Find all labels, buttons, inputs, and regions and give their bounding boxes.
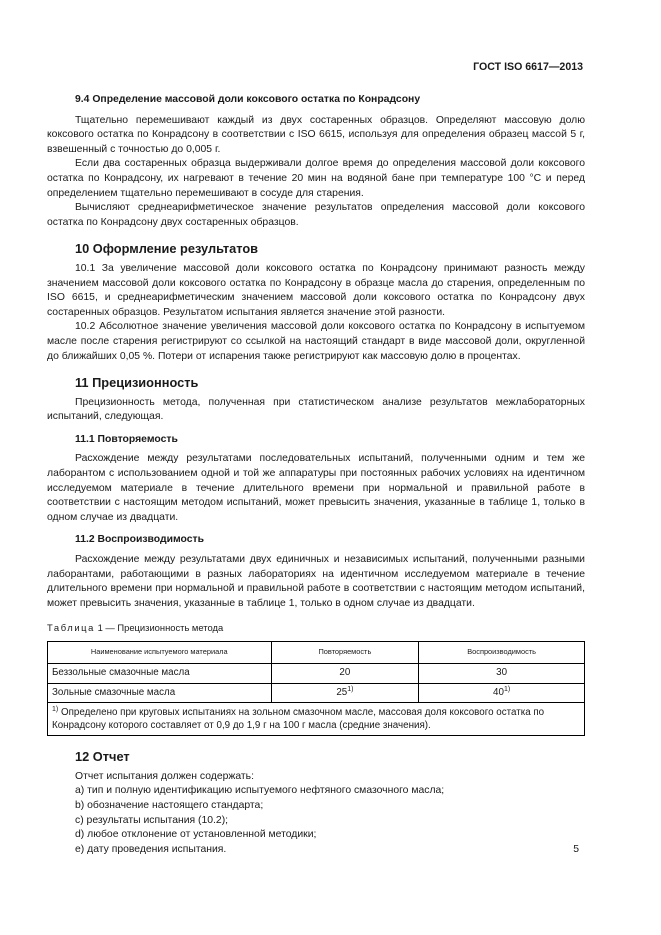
table-row bbox=[48, 664, 585, 684]
section-11-2-title: 11.2 Воспроизводимость bbox=[75, 534, 205, 546]
section-10-2-paragraph: 10.2 Абсолютное значение увеличения массовой доли коксового остатка по Конрадсону в испытуемом масле после старения регистрируют со ссылкой на настоящий стандарт в виде массовой доли, округленной до ближайших 0,05 %. Потери от испарения также регистрируют как массовую долю в процентах. bbox=[47, 321, 585, 362]
table-header-row bbox=[48, 642, 585, 664]
section-11-intro: Прецизионность метода, полученная при статистическом анализе результатов межлабораторных испытаний, следующая. bbox=[47, 396, 585, 423]
footnote-ref: 1) bbox=[503, 685, 511, 693]
section-10-title: 10 Оформление результатов bbox=[75, 241, 259, 257]
table-caption-text: 1 — Прецизионность метода bbox=[94, 622, 224, 634]
report-intro: Отчет испытания должен содержать: bbox=[75, 770, 254, 782]
list-item: b) обозначение настоящего стандарта; bbox=[75, 799, 264, 811]
section-12-title: 12 Отчет bbox=[75, 749, 130, 765]
section-9-4-paragraph-2: Если два состаренных образца выдерживали долгое время до определения массовой доли коксового остатка по Конрадсону, их нагревают в течение 20 мин на водяной бане при температуре 100 °С и перед определением тщательно перемешивают в сосуде для старения. bbox=[47, 158, 585, 199]
cell-reproducibility bbox=[419, 683, 585, 703]
value: 20 bbox=[339, 667, 351, 678]
footnote-mark: 1) bbox=[52, 706, 59, 714]
cell-material: Зольные смазочные масла bbox=[48, 683, 272, 703]
page-content bbox=[47, 89, 585, 857]
cell-material: Беззольные смазочные масла bbox=[48, 664, 272, 684]
precision-table bbox=[47, 641, 585, 736]
value: 25 bbox=[336, 686, 348, 698]
standard-header: ГОСТ ISO 6617—2013 bbox=[473, 61, 583, 73]
table-1-caption bbox=[47, 621, 585, 636]
table-footnote-row bbox=[48, 703, 585, 736]
list-item: е) дату проведения испытания. bbox=[75, 843, 227, 855]
header-repeatability: Повторяемость bbox=[271, 642, 419, 664]
section-9-4-paragraph-1: Тщательно перемешивают каждый из двух состаренных образцов. Определяют массовую долю коксового остатка по Конрадсону в соответствии с ISO 6615, используя для определения образец массой 5 г, взвешенный с точностью до 0,005 г. bbox=[47, 114, 585, 155]
cell-repeatability bbox=[271, 664, 419, 684]
table-row bbox=[48, 683, 585, 703]
list-item: c) результаты испытания (10.2); bbox=[75, 814, 229, 826]
list-item: а) тип и полную идентификацию испытуемого нефтяного смазочного масла; bbox=[75, 785, 445, 797]
report-contents-list bbox=[47, 770, 585, 858]
section-11-2-paragraph: Расхождение между результатами двух единичных и независимых испытаний, полученными разными лаборантами, работающими в разных лабораториях на идентичном исследуемом материале в течение длительного времени при нормальной и правильной работе в соответствии с настоящим методом испытаний, может превысить значения, указанные в таблице 1, только в одном случае из двадцати. bbox=[47, 554, 585, 609]
header-material: Наименование испытуемого материала bbox=[48, 642, 272, 664]
table-caption-word: Таблица bbox=[47, 622, 95, 634]
value: 40 bbox=[493, 686, 504, 698]
footnote-ref: 1) bbox=[347, 685, 354, 693]
cell-repeatability bbox=[271, 683, 419, 703]
table-footnote bbox=[48, 703, 585, 736]
cell-reproducibility bbox=[419, 664, 585, 684]
section-11-title: 11 Прецизионность bbox=[75, 375, 199, 391]
header-reproducibility: Воспроизводимость bbox=[419, 642, 585, 664]
section-10-1-paragraph: 10.1 За увеличение массовой доли коксового остатка по Конрадсону принимают разность между значением массовой доли коксового остатка по Конрадсону в образце масла до старения, определенным по ISO 6615, и среднеарифметическим значением массовой доли коксового остатка по Конрадсону двух состаренных образцов. Результатом испытания является значение этой разности. bbox=[47, 262, 585, 318]
section-11-1-title: 11.1 Повторяемость bbox=[75, 433, 178, 445]
section-9-4-paragraph-3: Вычисляют среднеарифметическое значение результатов определения массовой доли коксового остатка по Конрадсону двух состаренных образцов. bbox=[47, 202, 585, 228]
value: 30 bbox=[496, 667, 508, 678]
section-11-1-paragraph: Расхождение между результатами последовательных испытаний, полученными одним и тем же лаборантом с использованием одной и той же аппаратуры при постоянных рабочих условиях на идентичном исследуемом материале в течение длительного времени при нормальной и правильной работе в соответствии с настоящим методом испытаний, может превысить значения, указанные в таблице 1, только в одном случае из двадцати. bbox=[47, 453, 585, 523]
footnote-text: Определено при круговых испытаниях на зольном смазочном масле, массовая доля коксового остатка по Конрадсону которого составляет от 0,9 до 1,9 г на 100 г масла (средние значения). bbox=[52, 707, 545, 732]
list-item: d) любое отклонение от установленной методики; bbox=[75, 829, 317, 841]
section-9-4-title: 9.4 Определение массовой доли коксового остатка по Конрадсону bbox=[75, 94, 421, 105]
page-number: 5 bbox=[573, 844, 579, 855]
